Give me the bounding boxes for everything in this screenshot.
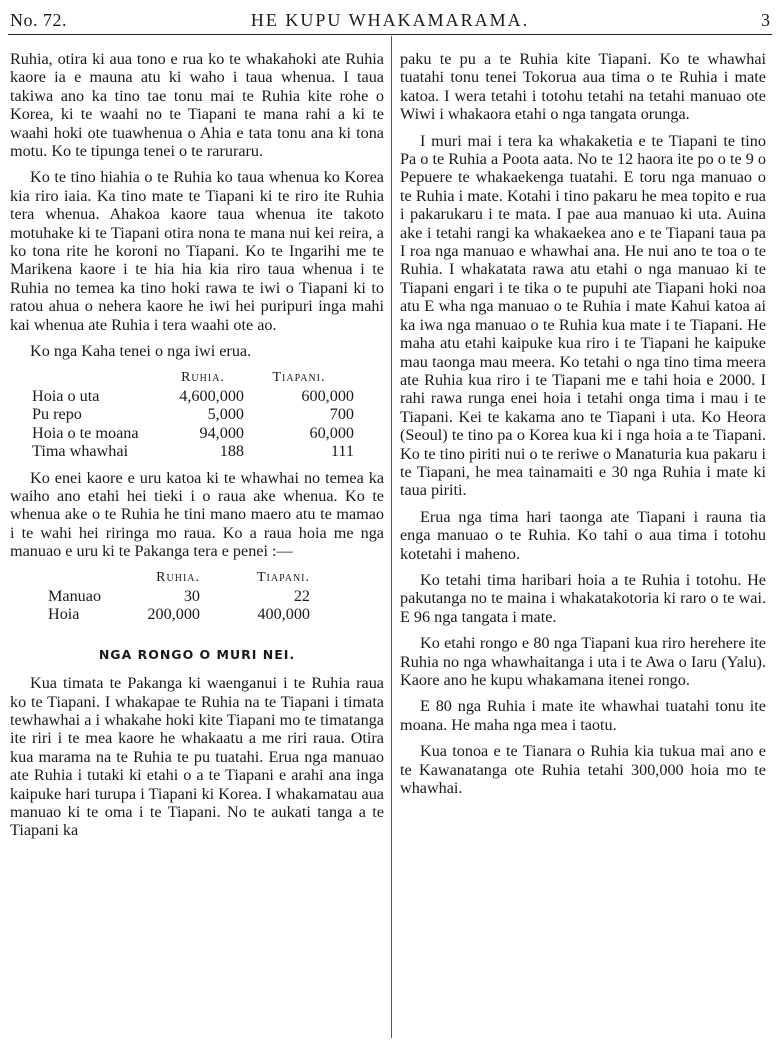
paragraph: E 80 nga Ruhia i mate ite whawhai tuatahi tonu ite moana. He maha nga mea i taotu.: [400, 697, 766, 734]
publication-title: HE KUPU WHAKAMARAMA.: [250, 10, 530, 30]
paragraph: Ko nga Kaha tenei o nga iwi erua.: [30, 342, 252, 361]
paragraph: Ko etahi rongo e 80 nga Tiapani kua riro herehere ite Ruhia no nga whawhaitanga i uta i te Awa o Iaru (Yalu). Kaore ano he kupu whakamana itenei rongo.: [400, 634, 766, 689]
row-label: Hoia o te moana: [32, 423, 139, 442]
table-row: [10, 587, 310, 605]
row-label: Hoia: [48, 605, 80, 624]
war-forces-table: [10, 569, 310, 624]
cell-value: 111: [330, 442, 354, 461]
left-column: [10, 50, 384, 848]
table-row: [10, 442, 354, 460]
row-label: Manuao: [48, 586, 102, 605]
column-header: Tiapani.: [272, 369, 326, 385]
table-row: [10, 424, 354, 442]
table-row: [10, 405, 354, 423]
paragraph: I muri mai i tera ka whakaketia e te Tiapani te tino Pa o te Ruhia a Poota aata. No te 12 haora ite po o te 9 o Pepuere te whakaekenga tuatahi. E toru nga manuao o te Ruhia i mate. Kotahi i tino pakaru he mea topito e rua i pakarukaru i te mata. I pae aua manuao ki uta. Auina ake i tetahi rangi ka whakaekea ano e te Tiapani taua pa I roa nga manuao e whawhai ana. He nui ano te toa o te Ruhia. I whakatata rawa atu etahi o nga manuao ki te Tiapani engari i te tika o te pupuhi ate Tiapani hoki noa atu E wha nga manuao o te Ruhia i mate Kahui katoa ai ka iwa nga manuao o te Ruhia kua mate i te Tiapani. He maha atu etahi kaipuke kua riro i te Tiapani he kaipuke mau taonga mau meera. Ko tetahi o nga tino tima meera ate Ruhia kua riro i te Tiapani me e tahi hoia e 2000. I rahi rawa runga enei hoia i tetahi onga tima i mau i te Tiapani. Kei te kakama ano te Tiapani i uta. Ko Heora (Seoul) te tino pa o Korea kua ki i nga hoia a te Tiapani. Ko te tino piriti nui o te reriwe o Manaturia kua pakaru i te Tiapani, he mea tainamaiti e 30 nga Ruhia i mate ki taua piriti.: [400, 131, 766, 500]
cell-value: 400,000: [257, 605, 310, 624]
cell-value: 188: [219, 442, 244, 461]
paragraph: Ruhia, otira ki aua tono e rua ko te whakahoki ate Ruhia kaore ia e mauna atu ki waho i taua whenua. I taua takiwa ano ka tino tae tonu mai te Ruhia kite rohe o Korea, ki te waahi no te Tiapani te mana rahi a ki te waahi hoki ote tuawhenua o Ahia e tata tonu ana ki tona motu. Ko te tipunga tenei o te raruraru.: [10, 50, 384, 161]
page-header: [8, 6, 772, 35]
cell-value: 60,000: [309, 423, 354, 442]
cell-value: 30: [183, 586, 200, 605]
section-heading: NGA RONGO O MURI NEI.: [98, 646, 296, 662]
cell-value: 600,000: [301, 386, 354, 405]
column-header: Tiapani.: [256, 569, 310, 585]
cell-value: 4,600,000: [179, 386, 244, 405]
paragraph: Kua timata te Pakanga ki waenganui i te Ruhia raua ko te Tiapani. I whakapae te Ruhia na te Tiapani i timata tewhawhai a i whakahe hoki kite Tiapani mo te timatanga ite riri i te mea kaore he whakaatu a me riri raua. Otira kua marama na te Ruhia te pu tuatahi. Erua nga manuao ate Ruhia i tutaki ki etahi o a te Tiapani e arahi ana inga kaipuke hari turupa i Tiapani ki Korea. I whakamatau aua manuao ki te oma i te Tiapani. No te aukati tanga a te Tiapani ka: [10, 674, 384, 840]
cell-value: 22: [293, 586, 310, 605]
column-header: Ruhia.: [156, 569, 200, 585]
right-column: [400, 50, 766, 805]
paragraph: Kua tonoa e te Tianara o Ruhia kia tukua mai ano e te Kawanatanga ote Ruhia tetahi 300,000 hoia mo te whawhai.: [400, 742, 766, 798]
issue-number: No. 72.: [10, 10, 67, 30]
column-header: Ruhia.: [181, 369, 225, 385]
cell-value: 700: [329, 405, 354, 424]
cell-value: 5,000: [207, 405, 244, 424]
row-label: Tima whawhai: [32, 442, 129, 461]
paragraph: paku te pu a te Ruhia kite Tiapani. Ko te whawhai tuatahi tonu tenei Tokorua aua tima o te Ruhia i mate katoa. I wera tetahi i totohu tetahi na tetahi manuao ote Wiwi i whakaora etahi o nga tangata orunga.: [400, 50, 766, 124]
paragraph: Ko tetahi tima haribari hoia a te Ruhia i totohu. He pakutanga no te maina i whakatakotoria ki raro o te wai. E 96 nga tangata i mate.: [400, 570, 766, 626]
cell-value: 94,000: [199, 423, 244, 442]
row-label: Hoia o uta: [32, 386, 100, 405]
forces-table: [10, 369, 354, 461]
paragraph: Ko enei kaore e uru katoa ki te whawhai no temea ka waiho ano etahi hei tieki i o raua ake whenua. Ko te whenua ake o te Ruhia he tini mano maero atu te mamao i te wahi hei riringa mo raua. Ko a raua hoia me nga manuao e uru ki te Pakanga tera e penei :—: [10, 468, 384, 561]
paragraph: Erua nga tima hari taonga ate Tiapani i rauna tia enga manuao o te Ruhia. Ko tahi o aua tima i totohu kotetahi i maheno.: [400, 507, 766, 563]
cell-value: 200,000: [147, 605, 200, 624]
table-row: [10, 605, 310, 623]
page-number: 3: [761, 10, 770, 30]
row-label: Pu repo: [32, 405, 82, 424]
paragraph: Ko te tino hiahia o te Ruhia ko taua whenua ko Korea kia riro iaia. Ka tino mate te Tiapani ki te riro ite Ruhia tera whenua. Ahakoa kaore taua whenua ite takoto motuhake ki te Tiapani otira nona te mana nui kei reira, a ko tona rite he koroni no Tiapani. Ko te Ingarihi me te Marikena kaore i te hia hia kia riro taua whenua i te Ruhia no temea ka tino hoki rawa te iwi o Tiapani ki to ratou ahua o nehera kaore he iwi hei puripuri inga mahi kai whenua ate Ruhia i tera waahi ote ao.: [10, 168, 384, 334]
table-row: [10, 387, 354, 405]
